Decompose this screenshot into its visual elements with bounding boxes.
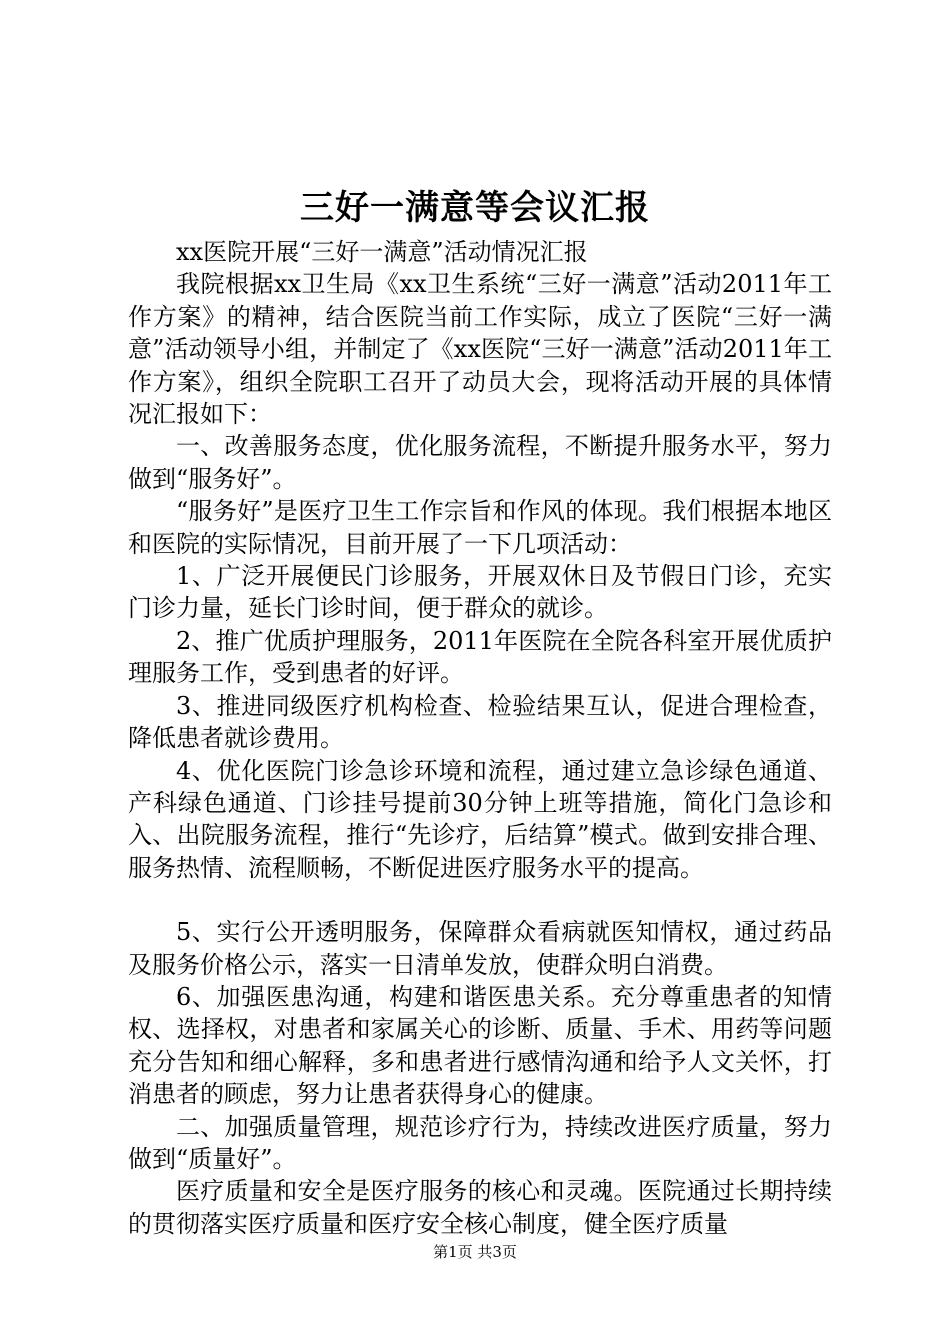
paragraph-item-2: 2、推广优质护理服务，2011年医院在全院各科室开展优质护理服务工作，受到患者的好评。	[128, 626, 832, 688]
document-body	[128, 236, 832, 1240]
paragraph-intro: 我院根据xx卫生局《xx卫生系统“三好一满意”活动2011年工作方案》的精神，结合医院当前工作实际，成立了医院“三好一满意”活动领导小组，并制定了《xx医院“三好一满意”活动2011年工作方案》，组织全院职工召开了动员大会，现将活动开展的具体情况汇报如下：	[128, 270, 832, 429]
page-number-footer: 第1页 共3页	[433, 1243, 517, 1261]
paragraph-gap	[128, 884, 832, 916]
paragraph-item-4: 4、优化医院门诊急诊环境和流程，通过建立急诊绿色通道、产科绿色通道、门诊挂号提前30分钟上班等措施，简化门急诊和入、出院服务流程，推行“先诊疗，后结算”模式。做到安排合理、服务热情、流程顺畅，不断促进医疗服务水平的提高。	[128, 756, 832, 882]
paragraph-quality: 医疗质量和安全是医疗服务的核心和灵魂。医院通过长期持续的贯彻落实医疗质量和医疗安全核心制度，健全医疗质量	[128, 1177, 832, 1238]
document-subtitle: xx医院开展“三好一满意”活动情况汇报	[176, 238, 588, 266]
paragraph-section-1-heading: 一、改善服务态度，优化服务流程，不断提升服务水平，努力做到“服务好”。	[128, 432, 832, 493]
paragraph-service-good: “服务好”是医疗卫生工作宗旨和作风的体现。我们根据本地区和医院的实际情况，目前开展了一下几项活动：	[128, 497, 832, 558]
paragraph-item-5: 5、实行公开透明服务，保障群众看病就医知情权，通过药品及服务价格公示，落实一日清单发放，使群众明白消费。	[128, 918, 832, 979]
paragraph-item-6: 6、加强医患沟通，构建和谐医患关系。充分尊重患者的知情权、选择权，对患者和家属关心的诊断、质量、手术、用药等问题充分告知和细心解释，多和患者进行感情沟通和给予人文关怀，打消患者的顾虑，努力让患者获得身心的健康。	[128, 982, 832, 1109]
paragraph-item-1: 1、广泛开展便民门诊服务，开展双休日及节假日门诊，充实门诊力量，延长门诊时间，便于群众的就诊。	[128, 562, 832, 623]
paragraph-section-2-heading: 二、加强质量管理，规范诊疗行为，持续改进医疗质量，努力做到“质量好”。	[128, 1112, 832, 1173]
document-title: 三好一满意等会议汇报	[300, 188, 650, 228]
paragraph-item-3: 3、推进同级医疗机构检查、检验结果互认，促进合理检查，降低患者就诊费用。	[128, 691, 832, 753]
